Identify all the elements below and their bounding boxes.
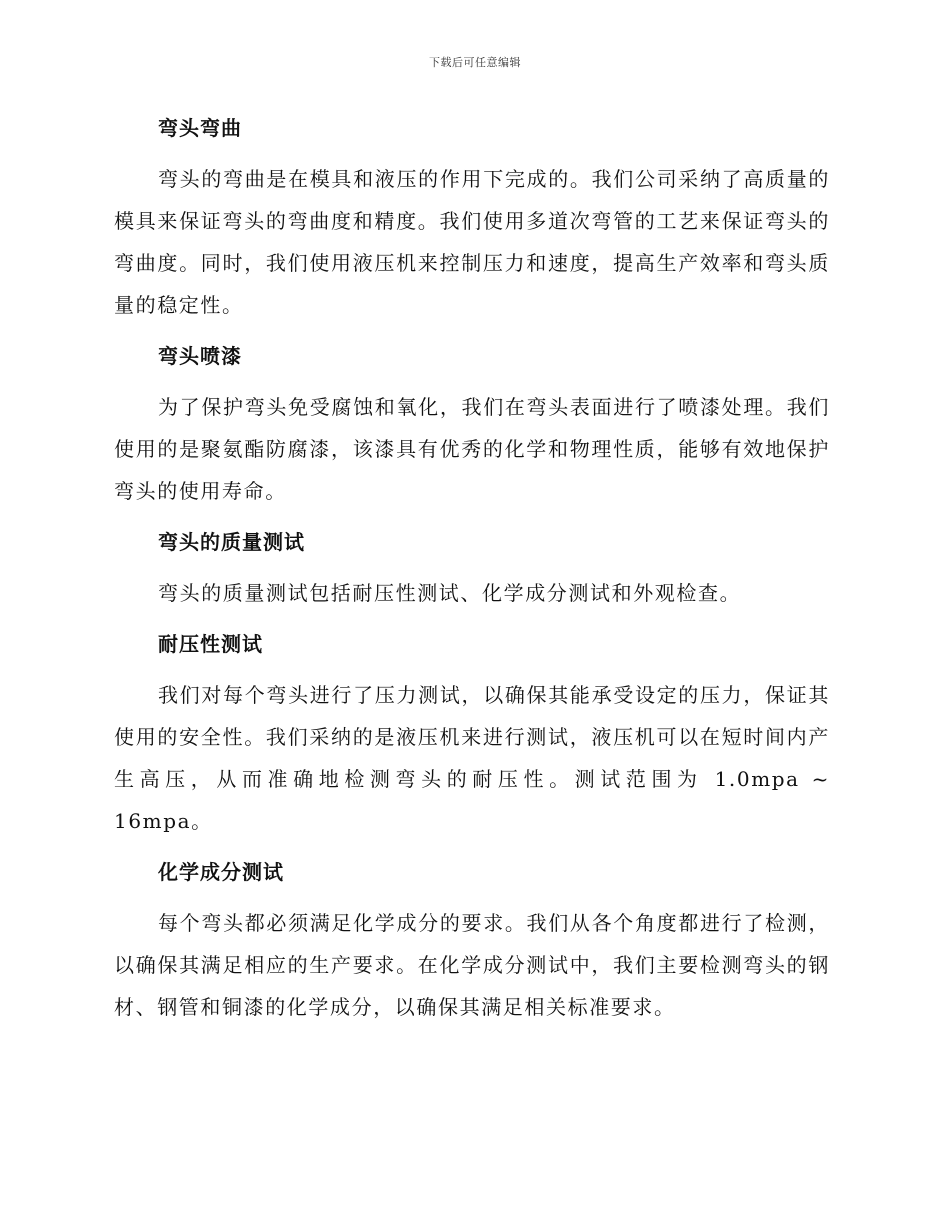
section-heading-bending: 弯头弯曲 — [158, 116, 242, 140]
section-paragraph-quality-test: 弯头的质量测试包括耐压性测试、化学成分测试和外观检查。 — [158, 581, 742, 605]
section-heading-chemical-test: 化学成分测试 — [158, 860, 284, 884]
section-heading-quality-test: 弯头的质量测试 — [158, 530, 305, 554]
section-heading-painting: 弯头喷漆 — [158, 344, 242, 368]
section-heading-pressure-test: 耐压性测试 — [158, 632, 263, 656]
section-paragraph-painting: 为了保护弯头免受腐蚀和氧化，我们在弯头表面进行了喷漆处理。我们使用的是聚氨酯防腐漆，该漆具有优秀的化学和物理性质，能够有效地保护弯头的使用寿命。 — [114, 395, 830, 503]
section-paragraph-chemical-test: 每个弯头都必须满足化学成分的要求。我们从各个角度都进行了检测，以确保其满足相应的生产要求。在化学成分测试中，我们主要检测弯头的钢材、钢管和铜漆的化学成分，以确保其满足相关标准要求。 — [114, 911, 830, 1019]
page-header-note: 下载后可任意编辑 — [429, 56, 521, 69]
document-body — [114, 110, 830, 1028]
section-paragraph-pressure-test: 我们对每个弯头进行了压力测试，以确保其能承受设定的压力，保证其使用的安全性。我们采纳的是液压机来进行测试，液压机可以在短时间内产生高压，从而准确地检测弯头的耐压性。测试范围为 1.0mpa ~ 16mpa。 — [114, 683, 830, 833]
section-paragraph-bending: 弯头的弯曲是在模具和液压的作用下完成的。我们公司采纳了高质量的模具来保证弯头的弯曲度和精度。我们使用多道次弯管的工艺来保证弯头的弯曲度。同时，我们使用液压机来控制压力和速度，提高生产效率和弯头质量的稳定性。 — [114, 167, 830, 317]
